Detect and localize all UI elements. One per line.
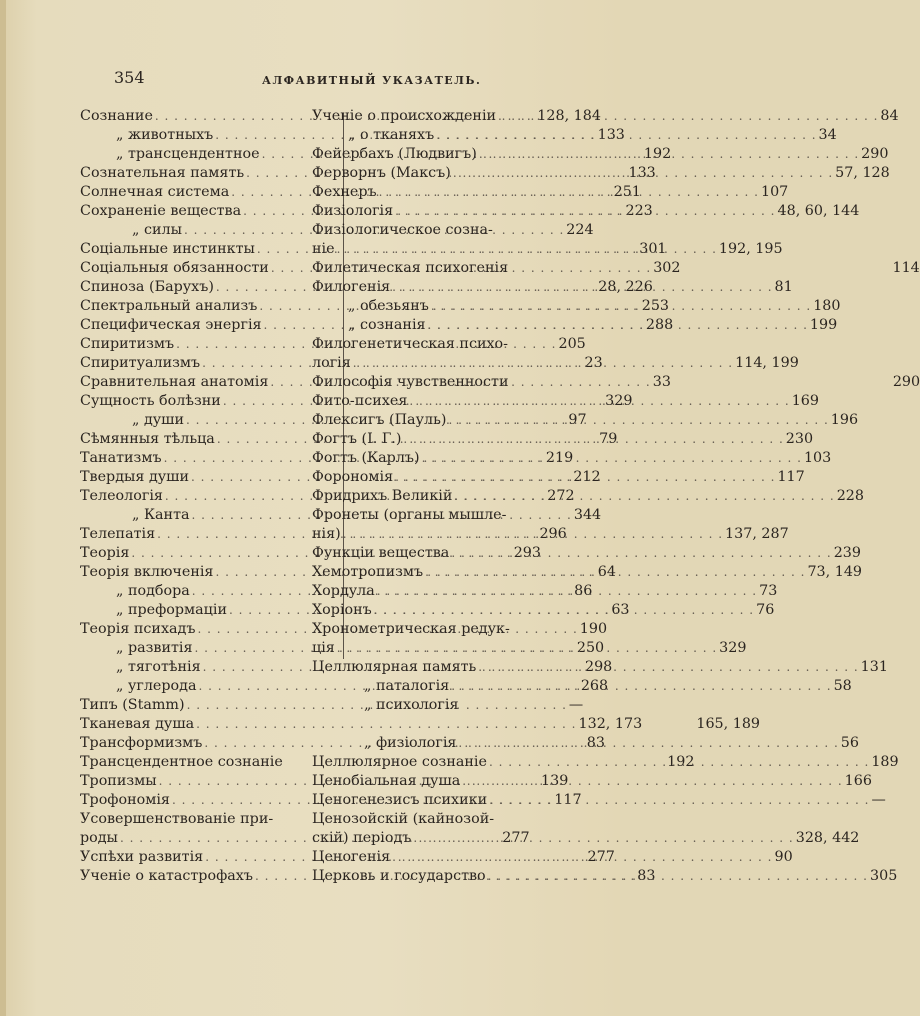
entry-pages: 103	[803, 450, 832, 466]
dot-leader	[451, 544, 831, 563]
dot-leader	[425, 563, 805, 582]
dot-leader	[428, 316, 808, 335]
entry-pages: 302	[653, 260, 681, 276]
entry-pages: 137, 287	[725, 526, 789, 542]
dot-leader	[448, 411, 828, 430]
entry-term: Трансформизмъ	[80, 735, 203, 751]
entry-pages: 86	[574, 583, 593, 599]
entry-pages: —	[871, 792, 886, 808]
entry-pages: 301	[639, 241, 667, 257]
entry-pages: 199	[809, 317, 838, 333]
entry-term: Хронометрическая редук-	[312, 621, 510, 637]
entry-term: Сравнительная анатомія	[80, 374, 269, 390]
index-entry	[312, 696, 544, 715]
entry-pages: 28, 226	[598, 279, 653, 295]
entry-term: Фогтъ (І. Г.)	[312, 431, 402, 447]
entry-term: Танатизмъ	[80, 450, 162, 466]
entry-pages: 223	[625, 203, 653, 219]
dot-leader	[413, 829, 793, 848]
entry-term: Хордула	[312, 583, 375, 599]
dot-leader	[453, 164, 833, 183]
entry-pages: 268	[580, 678, 609, 694]
entry-term: Успѣхи развитія	[80, 849, 204, 865]
dot-leader	[436, 126, 816, 145]
entry-pages: 84	[880, 108, 899, 124]
entry-pages: 272	[547, 488, 575, 504]
entry-pages: 133	[628, 165, 656, 181]
entry-term: Физіологическое созна-	[312, 222, 493, 238]
entry-pages: 131	[860, 659, 888, 675]
index-entry	[80, 715, 643, 734]
entry-pages: 114	[892, 260, 920, 276]
entry-term: Фейербахъ (Людвигъ)	[312, 146, 477, 162]
entry-pages: 139	[541, 773, 569, 789]
entry-term: „ подбора	[116, 583, 190, 599]
entry-pages: 23	[584, 355, 603, 371]
entry-pages: 117	[554, 792, 582, 808]
entry-term: Сознательная память	[80, 165, 245, 181]
entry-pages: 298	[584, 659, 613, 675]
entry-pages: 296	[539, 526, 567, 542]
dot-leader	[462, 772, 842, 791]
dot-leader	[458, 734, 838, 753]
entry-term: Фито-психея	[312, 393, 408, 409]
entry-term: логія	[312, 355, 351, 371]
entry-term: „ углерода	[116, 678, 197, 694]
entry-term: Фехнеръ	[312, 184, 377, 200]
entry-term: Солнечная система	[80, 184, 230, 200]
index-entry	[312, 620, 544, 639]
entry-pages: 180	[813, 298, 841, 314]
entry-term: скій) періодъ	[312, 830, 412, 846]
entry-term: „ сознанія	[348, 317, 426, 333]
entry-pages: 293	[513, 545, 541, 561]
entry-pages: 56	[840, 735, 859, 751]
entry-term: Спектральный анализъ	[80, 298, 258, 314]
page-header	[0, 66, 620, 90]
entry-pages: 228	[836, 488, 864, 504]
dot-leader	[451, 677, 831, 696]
entry-pages: 63	[611, 602, 630, 618]
entry-pages: 81	[774, 279, 793, 295]
entry-term: Соціальныя обязанности	[80, 260, 269, 276]
entry-pages: 114, 199	[735, 355, 799, 371]
dot-leader	[488, 867, 868, 886]
dot-leader	[392, 848, 772, 867]
entry-term: „ о тканяхъ	[348, 127, 435, 143]
entry-pages: 90	[774, 849, 793, 865]
entry-term: „ силы	[132, 222, 182, 238]
entry-term: Филогенія	[312, 279, 391, 295]
entry-pages: 83	[586, 735, 605, 751]
entry-pages: 290	[892, 374, 920, 390]
entry-term: Ценобіальная душа	[312, 773, 461, 789]
entry-pages: 73	[759, 583, 778, 599]
entry-pages: 34	[818, 127, 837, 143]
entry-pages: 169	[791, 393, 819, 409]
entry-term: „ развитія	[116, 640, 193, 656]
entry-term: Тканевая душа	[80, 716, 195, 732]
entry-pages: 239	[833, 545, 861, 561]
entry-term: Спиритизмъ	[80, 336, 175, 352]
entry-pages: 192, 195	[718, 241, 783, 257]
entry-term: Тропизмы	[80, 773, 157, 789]
entry-term: Спиритуализмъ	[80, 355, 201, 371]
entry-term: Трансцендентное сознаніе	[80, 754, 283, 770]
entry-term: Хоріонъ	[312, 602, 372, 618]
entry-pages: 79	[599, 431, 618, 447]
entry-pages: 166	[844, 773, 872, 789]
dot-leader	[379, 183, 759, 202]
entry-pages: 196	[830, 412, 859, 428]
entry-term: Трофономія	[80, 792, 170, 808]
entry-term: Физіологія	[312, 203, 394, 219]
entry-term: „ паталогія	[364, 678, 450, 694]
entry-pages: 83	[637, 868, 656, 884]
entry-term: Специфическая энергія	[80, 317, 262, 333]
entry-term: Флексигъ (Пауль)	[312, 412, 447, 428]
dot-leader	[395, 202, 775, 221]
entry-term: Фогтъ (Карлъ)	[312, 450, 420, 466]
entry-term: Соціальные инстинкты	[80, 241, 255, 257]
entry-pages: 212	[573, 469, 601, 485]
entry-term: „ психологія	[364, 697, 459, 713]
entry-term: Сознание	[80, 108, 153, 124]
dot-leader	[409, 392, 789, 411]
entry-term: „ тяготѣнія	[116, 659, 201, 675]
index-entry	[312, 829, 860, 848]
entry-pages: 250	[576, 640, 605, 656]
entry-pages: 128, 184	[537, 108, 601, 124]
dot-leader	[377, 582, 757, 601]
dot-leader	[422, 449, 802, 468]
entry-pages: 165, 189	[696, 716, 761, 732]
page-number: 354	[114, 68, 145, 87]
entry-term: Церковь и государство	[312, 868, 486, 884]
entry-pages: 133	[597, 127, 625, 143]
index-entry	[312, 544, 861, 563]
entry-pages: 329	[605, 393, 633, 409]
dot-leader	[431, 297, 811, 316]
dot-leader	[395, 468, 775, 487]
entry-pages: 33	[652, 374, 671, 390]
entry-pages: 64	[597, 564, 616, 580]
index-entry	[312, 506, 544, 525]
entry-term: Телепатія	[80, 526, 156, 542]
entry-pages: 189	[871, 754, 899, 770]
dot-leader	[343, 525, 723, 544]
entry-pages: 219	[545, 450, 574, 466]
dot-leader	[403, 430, 783, 449]
entry-pages: 192	[667, 754, 695, 770]
entry-term: ніе	[312, 241, 335, 257]
entry-term: Филогенетическая психо-	[312, 336, 508, 352]
entry-term: Усовершенствованіе при-	[80, 811, 274, 827]
entry-term: Сущность болѣзни	[80, 393, 221, 409]
dot-leader	[478, 658, 858, 677]
entry-term: Ученіе о происхожденіи	[312, 108, 497, 124]
entry-term: Философія чувственности	[312, 374, 509, 390]
entry-pages: 97	[568, 412, 587, 428]
entry-term: „ Канта	[132, 507, 190, 523]
entry-pages: 117	[777, 469, 805, 485]
page-edge	[0, 0, 6, 1016]
dot-leader	[454, 487, 834, 506]
entry-term: ція	[312, 640, 335, 656]
entry-pages: 57, 128	[835, 165, 890, 181]
entry-term: Хемотропизмъ	[312, 564, 424, 580]
entry-term: „ животныхъ	[116, 127, 214, 143]
entry-term: Типъ (Stamm)	[80, 697, 185, 713]
dot-leader	[392, 278, 772, 297]
entry-pages: 76	[756, 602, 775, 618]
index-entry	[312, 810, 544, 829]
entry-pages: 192	[643, 146, 672, 162]
index-entry	[80, 810, 310, 829]
entry-term: Ценогенезисъ психики	[312, 792, 488, 808]
entry-pages: 290	[861, 146, 889, 162]
entry-term: „ физіологія	[364, 735, 457, 751]
entry-term: Целлюлярная память	[312, 659, 477, 675]
entry-pages: 329	[719, 640, 747, 656]
entry-term: „ души	[132, 412, 184, 428]
dot-leader	[337, 639, 717, 658]
entry-term: Форономія	[312, 469, 394, 485]
dot-leader	[353, 354, 733, 373]
entry-pages: 132, 173	[578, 716, 643, 732]
entry-pages: 344	[573, 507, 602, 523]
entry-term: роды	[80, 830, 118, 846]
entry-pages: 190	[579, 621, 608, 637]
entry-pages: 277	[587, 849, 615, 865]
entry-pages: 107	[760, 184, 789, 200]
entry-pages: 328, 442	[795, 830, 860, 846]
dot-leader	[337, 240, 717, 259]
entry-term: Теорія	[80, 545, 130, 561]
index-entry	[312, 221, 544, 240]
index-entry	[312, 335, 544, 354]
entry-term: Ферворнъ (Максъ)	[312, 165, 451, 181]
entry-pages: 288	[645, 317, 674, 333]
entry-term: „ преформаціи	[116, 602, 227, 618]
entry-term: Твердыя души	[80, 469, 189, 485]
entry-term: Ценогенія	[312, 849, 391, 865]
entry-term: Фридрихъ Великій	[312, 488, 453, 504]
entry-term: Сѣмянныя тѣльца	[80, 431, 215, 447]
entry-term: „ обезьянъ	[348, 298, 429, 314]
dot-leader	[489, 791, 869, 810]
entry-term: Телеологія	[80, 488, 163, 504]
entry-term: Филетическая психогенія	[312, 260, 509, 276]
entry-term: Целлюлярное сознаніе	[312, 754, 487, 770]
entry-pages: 205	[558, 336, 586, 352]
entry-pages: 253	[641, 298, 670, 314]
dot-leader	[498, 107, 878, 126]
entry-term: Теорія включенія	[80, 564, 214, 580]
dot-leader	[489, 753, 869, 772]
entry-term: Ценозойскій (кайнозой-	[312, 811, 495, 827]
entry-pages: 230	[785, 431, 814, 447]
dot-leader	[479, 145, 859, 164]
entry-pages: 58	[833, 678, 852, 694]
entry-pages: 224	[566, 222, 594, 238]
entry-pages: 251	[613, 184, 641, 200]
dot-leader	[374, 601, 754, 620]
entry-term: Функціи вещества	[312, 545, 450, 561]
running-title: АЛФАВИТНЫЙ УКАЗАТЕЛЬ.	[262, 74, 482, 87]
entry-pages: —	[568, 697, 584, 713]
entry-term: нія)	[312, 526, 341, 542]
entry-term: Сохраненіе вещества	[80, 203, 242, 219]
entry-pages: 48, 60, 144	[777, 203, 860, 219]
entry-term: Фронеты (органы мышле-	[312, 507, 507, 523]
entry-pages: 277	[502, 830, 530, 846]
entry-term: Теорія психадъ	[80, 621, 196, 637]
entry-pages: 305	[870, 868, 898, 884]
entry-pages: 73, 149	[807, 564, 863, 580]
entry-term: „ трансцендентное	[116, 146, 260, 162]
entry-term: Спиноза (Барухъ)	[80, 279, 214, 295]
entry-term: Ученіе о катастрофахъ	[80, 868, 253, 884]
